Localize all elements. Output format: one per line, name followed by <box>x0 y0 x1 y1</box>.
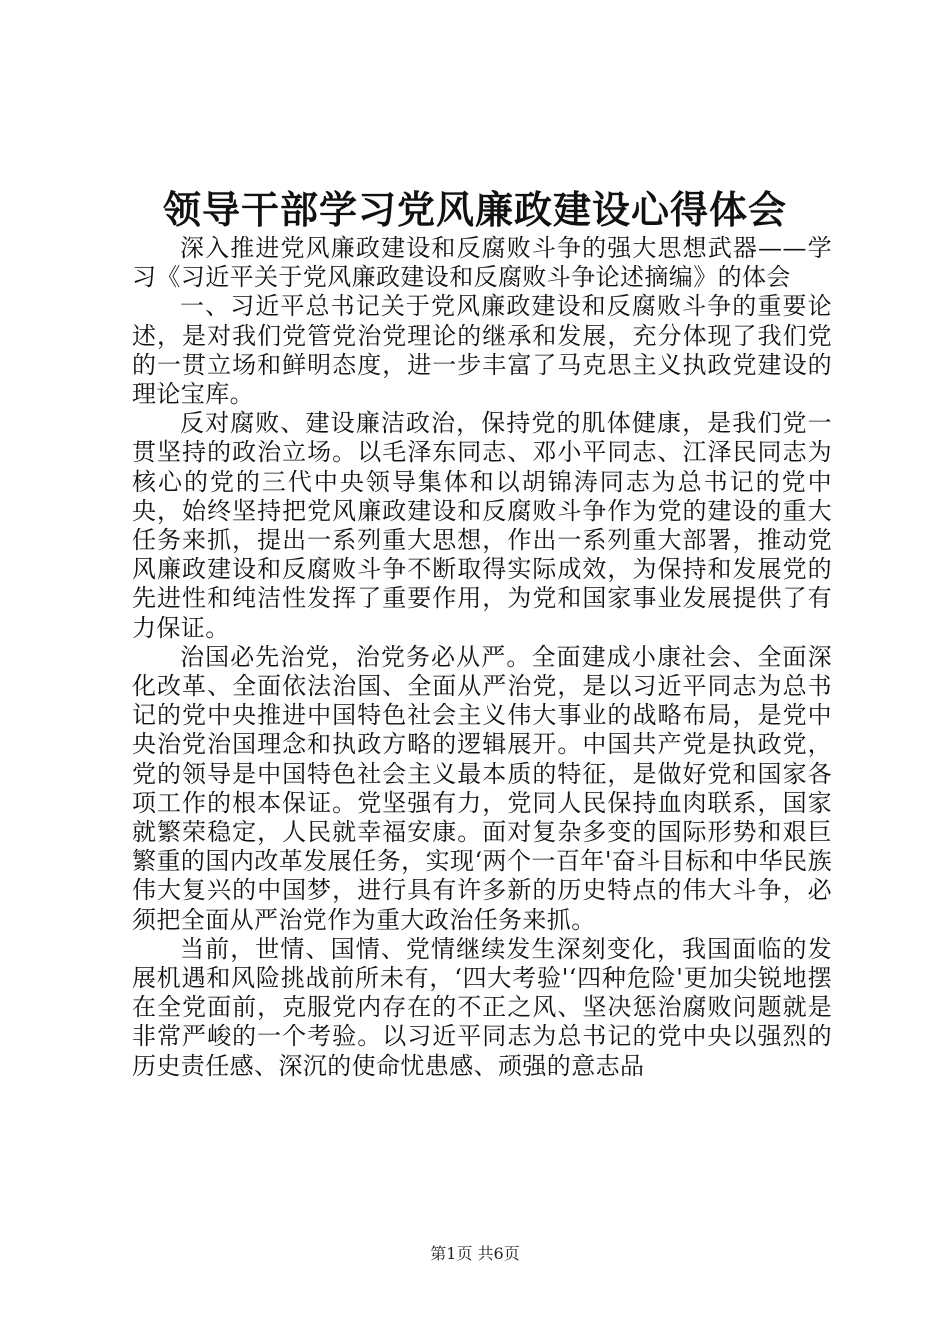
paragraph-subtitle: 深入推进党风廉政建设和反腐败斗争的强大思想武器——学习《习近平关于党风廉政建设和反腐败斗争论述摘编》的体会 <box>132 234 832 292</box>
paragraph: 反对腐败、建设廉洁政治，保持党的肌体健康，是我们党一贯坚持的政治立场。以毛泽东同志、邓小平同志、江泽民同志为核心的党的三代中央领导集体和以胡锦涛同志为总书记的党中央，始终坚持把党风廉政建设和反腐败斗争作为党的建设的重大任务来抓，提出一系列重大思想，作出一系列重大部署，推动党风廉政建设和反腐败斗争不断取得实际成效，为保持和发展党的先进性和纯洁性发挥了重要作用，为党和国家事业发展提供了有力保证。 <box>132 409 832 642</box>
page-number-footer: 第1页 共6页 <box>430 1244 520 1263</box>
page-title: 领导干部学习党风廉政建设心得体会 <box>162 187 787 232</box>
document-body <box>132 234 832 1081</box>
paragraph: 治国必先治党，治党务必从严。全面建成小康社会、全面深化改革、全面依法治国、全面从严治党，是以习近平同志为总书记的党中央推进中国特色社会主义伟大事业的战略布局，是党中央治党治国理念和执政方略的逻辑展开。中国共产党是执政党，党的领导是中国特色社会主义最本质的特征，是做好党和国家各项工作的根本保证。党坚强有力，党同人民保持血肉联系，国家就繁荣稳定，人民就幸福安康。面对复杂多变的国际形势和艰巨繁重的国内改革发展任务，实现‘两个一百年'奋斗目标和中华民族伟大复兴的中国梦，进行具有许多新的历史特点的伟大斗争，必须把全面从严治党作为重大政治任务来抓。 <box>132 642 832 934</box>
paragraph: 一、习近平总书记关于党风廉政建设和反腐败斗争的重要论述，是对我们党管党治党理论的继承和发展，充分体现了我们党的一贯立场和鲜明态度，进一步丰富了马克思主义执政党建设的理论宝库。 <box>132 292 832 409</box>
paragraph: 当前，世情、国情、党情继续发生深刻变化，我国面临的发展机遇和风险挑战前所未有，‘四大考验'‘四种危险'更加尖锐地摆在全党面前，克服党内存在的不正之风、坚决惩治腐败问题就是非常严峻的一个考验。以习近平同志为总书记的党中央以强烈的历史责任感、深沉的使命忧患感、顽强的意志品 <box>132 934 832 1080</box>
